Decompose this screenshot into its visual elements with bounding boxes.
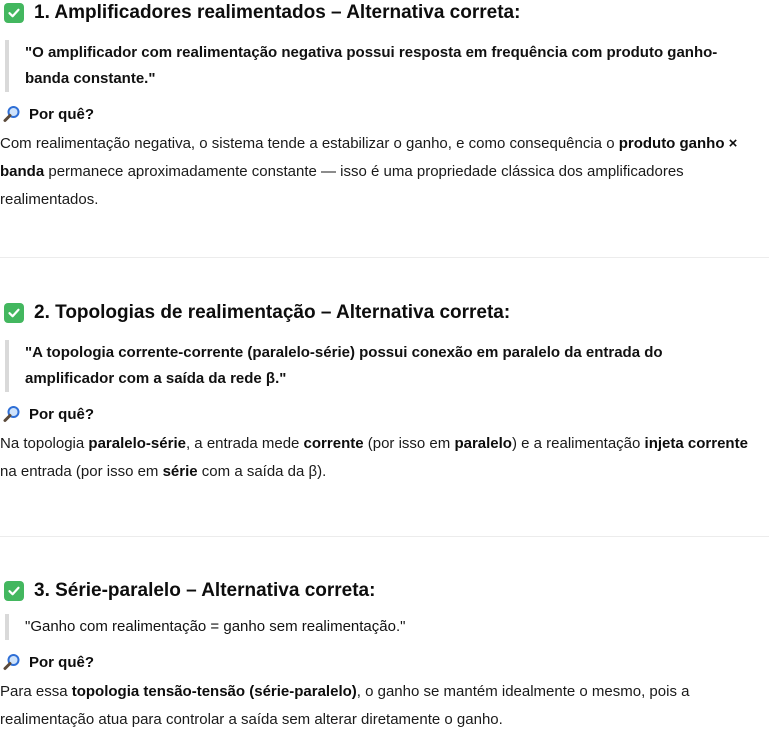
- text-run: (por isso em: [363, 435, 455, 452]
- section-1: [0, 0, 769, 214]
- text-run-bold: paralelo: [454, 435, 512, 452]
- why-header: [0, 102, 769, 126]
- magnifying-glass-icon: [3, 405, 21, 423]
- check-mark-icon: [4, 581, 24, 601]
- text-run: , a entrada mede: [185, 435, 304, 452]
- text-run-bold: série: [162, 463, 198, 480]
- why-header: [0, 650, 769, 674]
- answer-quote: [5, 340, 745, 392]
- answer-quote-line: "Ganho com realimentação = ganho sem realimentação.": [25, 618, 406, 635]
- explanation-text: [0, 130, 766, 214]
- answer-quote-line: banda constante.": [25, 70, 156, 87]
- section-heading-text: 1. Amplificadores realimentados – Alternativa correta:: [34, 2, 521, 23]
- explanation-text: [0, 678, 766, 734]
- text-run: Na topologia: [0, 435, 89, 452]
- text-run: Para essa: [0, 683, 72, 700]
- text-run: permanece aproximadamente constante — isso é uma propriedade clássica dos amplificadores realimentados.: [0, 163, 684, 208]
- text-run-bold: injeta corrente: [644, 435, 748, 452]
- section-3: [0, 578, 769, 734]
- text-run-bold: produto ganho × banda: [0, 135, 738, 180]
- answer-quote: [5, 614, 745, 640]
- section-heading-text: 2. Topologias de realimentação – Alternativa correta:: [34, 302, 511, 323]
- check-mark-icon: [4, 303, 24, 323]
- section-divider: [0, 536, 769, 537]
- text-run-bold: topologia tensão-tensão (série-paralelo): [71, 683, 357, 700]
- text-run-bold: corrente: [303, 435, 364, 452]
- section-heading: [0, 300, 769, 326]
- check-mark-icon: [4, 3, 24, 23]
- text-run: com a saída da β).: [197, 463, 327, 480]
- why-header: [0, 402, 769, 426]
- answer-quote-line: amplificador com a saída da rede β.": [25, 370, 287, 387]
- why-label: Por quê?: [29, 653, 95, 671]
- answer-quote: [5, 40, 745, 92]
- text-run: ) e a realimentação: [511, 435, 645, 452]
- magnifying-glass-icon: [3, 105, 21, 123]
- section-2: [0, 300, 769, 486]
- section-heading: [0, 0, 769, 26]
- text-run: , o ganho se mantém idealmente o mesmo, pois a realimentação atua para controlar a saída sem alterar diretamente o ganho.: [0, 683, 690, 728]
- answer-quote-line: "O amplificador com realimentação negativa possui resposta em frequência com produto ganho-: [25, 44, 718, 61]
- text-run-bold: paralelo-série: [88, 435, 186, 452]
- text-run: Com realimentação negativa, o sistema tende a estabilizar o ganho, e como consequência o: [0, 135, 619, 152]
- section-heading: [0, 578, 769, 604]
- answer-quote-line: "A topologia corrente-corrente (paralelo-série) possui conexão em paralelo da entrada do: [25, 344, 663, 361]
- text-run: na entrada (por isso em: [0, 463, 163, 480]
- why-label: Por quê?: [29, 405, 95, 423]
- explanation-text: [0, 430, 766, 486]
- why-label: Por quê?: [29, 105, 95, 123]
- section-divider: [0, 257, 769, 258]
- section-heading-text: 3. Série-paralelo – Alternativa correta:: [34, 580, 376, 601]
- magnifying-glass-icon: [3, 653, 21, 671]
